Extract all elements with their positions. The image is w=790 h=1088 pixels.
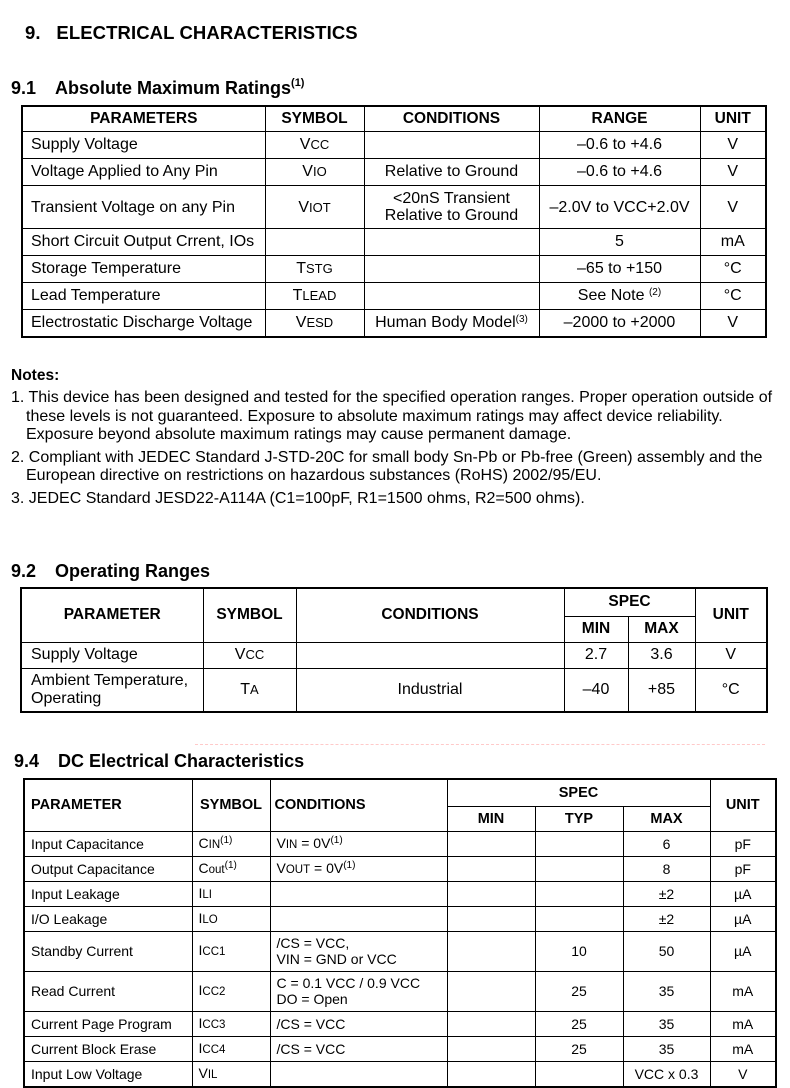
note-item: 1. This device has been designed and tested for the specified operation ranges. Proper operation outside of these levels is not guaranteed. Exposure to absolute maximum ratings may affect device reliability. Exposure beyond absolute maximum ratings may cause permanent damage. [11,389,773,443]
typ-cell: 10 [535,931,623,971]
conditions-cell: Industrial [296,668,564,712]
table-header-row [24,779,776,806]
symbol-cell: TSTG [265,256,364,283]
table-row [24,1036,776,1061]
table-row [24,881,776,906]
header-unit: UNIT [710,779,776,831]
table-row [21,668,767,712]
header-symbol: SYMBOL [265,106,364,132]
table-row [24,1061,776,1087]
table-row [22,310,766,338]
table-row [24,931,776,971]
max-cell: 6 [623,831,710,856]
max-cell: +85 [628,668,695,712]
range-cell: –2000 to +2000 [539,310,700,338]
param-cell: Short Circuit Output Crrent, IOs [22,229,265,256]
unit-cell: °C [700,256,766,283]
param-cell: Standby Current [24,931,192,971]
section-heading [25,22,358,44]
dc-title: DC Electrical Characteristics [58,751,305,771]
symbol-cell: VIOT [265,186,364,229]
header-typ: TYP [535,806,623,831]
dc-heading [14,751,304,772]
header-unit: UNIT [700,106,766,132]
conditions-cell [364,283,539,310]
symbol-cell: ICC2 [192,971,270,1011]
table-row [22,159,766,186]
conditions-cell: /CS = VCC, VIN = GND or VCC [270,931,447,971]
min-cell [447,971,535,1011]
typ-cell [535,831,623,856]
abs-max-title: Absolute Maximum Ratings [55,78,292,98]
param-cell: Input Leakage [24,881,192,906]
typ-cell: 25 [535,1011,623,1036]
symbol-cell: TLEAD [265,283,364,310]
conditions-cell: <20nS Transient Relative to Ground [364,186,539,229]
conditions-cell [270,1061,447,1087]
symbol-cell: VIO [265,159,364,186]
header-spec: SPEC [447,779,710,806]
param-cell: Read Current [24,971,192,1011]
conditions-cell: Relative to Ground [364,159,539,186]
abs-max-number: 9.1 [11,78,37,98]
param-cell: Current Page Program [24,1011,192,1036]
conditions-cell [270,906,447,931]
max-cell: ±2 [623,881,710,906]
header-conditions: CONDITIONS [364,106,539,132]
symbol-cell: ILO [192,906,270,931]
header-parameter: PARAMETER [24,779,192,831]
symbol-cell [265,229,364,256]
min-cell [447,1061,535,1087]
param-cell: Transient Voltage on any Pin [22,186,265,229]
max-cell: 35 [623,971,710,1011]
conditions-cell: Human Body Model$^{(3)}$ [364,310,539,338]
table-row [24,906,776,931]
notes-list [11,389,781,512]
symbol-cell: VESD [265,310,364,338]
min-cell [447,1011,535,1036]
symbol-cell: ILI [192,881,270,906]
param-cell: Voltage Applied to Any Pin [22,159,265,186]
table-row [24,971,776,1011]
typ-cell [535,856,623,881]
max-cell: 3.6 [628,642,695,668]
table-row [22,132,766,159]
symbol-cell: VCC [203,642,296,668]
symbol-cell: ICC4 [192,1036,270,1061]
dc-table [23,778,777,1088]
unit-cell: pF [710,856,776,881]
param-cell: Current Block Erase [24,1036,192,1061]
symbol-cell: CIN$^{(1)}$ [192,831,270,856]
max-cell: 8 [623,856,710,881]
param-cell: Electrostatic Discharge Voltage [22,310,265,338]
header-unit: UNIT [695,588,767,642]
unit-cell: V [700,186,766,229]
table-row [22,283,766,310]
conditions-cell: /CS = VCC [270,1011,447,1036]
header-min: MIN [447,806,535,831]
param-cell: Lead Temperature [22,283,265,310]
typ-cell [535,906,623,931]
min-cell [447,931,535,971]
param-cell: Supply Voltage [21,642,203,668]
symbol-cell: ICC1 [192,931,270,971]
symbol-cell: VCC [265,132,364,159]
conditions-cell [364,229,539,256]
range-cell: See Note $^{(2)}$ [539,283,700,310]
abs-max-table [21,105,767,338]
op-ranges-heading [11,561,210,582]
unit-cell: °C [700,283,766,310]
header-parameters: PARAMETERS [22,106,265,132]
conditions-cell [270,881,447,906]
header-conditions: CONDITIONS [270,779,447,831]
symbol-cell: ICC3 [192,1011,270,1036]
header-min: MIN [564,616,628,642]
min-cell [447,1036,535,1061]
param-cell: Output Capacitance [24,856,192,881]
range-cell: –65 to +150 [539,256,700,283]
max-cell: ±2 [623,906,710,931]
min-cell [447,831,535,856]
unit-cell: µA [710,931,776,971]
table-row [22,256,766,283]
unit-cell: µA [710,906,776,931]
max-cell: 35 [623,1011,710,1036]
unit-cell: µA [710,881,776,906]
typ-cell: 25 [535,1036,623,1061]
unit-cell: V [710,1061,776,1087]
range-cell: –0.6 to +4.6 [539,159,700,186]
abs-max-title-note: (1) [291,77,305,89]
symbol-cell: VIL [192,1061,270,1087]
table-row [21,642,767,668]
header-max: MAX [628,616,695,642]
param-cell: Supply Voltage [22,132,265,159]
min-cell [447,881,535,906]
param-cell: I/O Leakage [24,906,192,931]
note-item: 2. Compliant with JEDEC Standard J-STD-20C for small body Sn-Pb or Pb-free (Green) assembly and the European directive on restrictions on hazardous substances (RoHS) 2002/95/EU. [11,448,763,484]
unit-cell: mA [710,1011,776,1036]
notes-title: Notes: [11,367,60,384]
header-parameter: PARAMETER [21,588,203,642]
symbol-cell: TA [203,668,296,712]
conditions-cell: /CS = VCC [270,1036,447,1061]
unit-cell: mA [710,1036,776,1061]
header-conditions: CONDITIONS [296,588,564,642]
param-cell: Input Low Voltage [24,1061,192,1087]
unit-cell: V [700,132,766,159]
table-row [24,1011,776,1036]
unit-cell: mA [700,229,766,256]
conditions-cell: VIN = $0V^{(1)}$ [270,831,447,856]
typ-cell: 25 [535,971,623,1011]
table-row [24,856,776,881]
param-cell: Input Capacitance [24,831,192,856]
section-title: ELECTRICAL CHARACTERISTICS [56,22,358,43]
typ-cell [535,1061,623,1087]
header-symbol: SYMBOL [192,779,270,831]
conditions-cell: C = 0.1 VCC / 0.9 VCC DO = Open [270,971,447,1011]
table-header-row [21,588,767,616]
range-cell: 5 [539,229,700,256]
param-cell: Ambient Temperature, Operating [21,668,203,712]
unit-cell: pF [710,831,776,856]
conditions-cell [364,256,539,283]
op-ranges-title: Operating Ranges [55,561,211,581]
header-spec: SPEC [564,588,695,616]
range-cell: –2.0V to VCC+2.0V [539,186,700,229]
op-ranges-number: 9.2 [11,561,37,581]
header-range: RANGE [539,106,700,132]
min-cell: –40 [564,668,628,712]
unit-cell: V [695,642,767,668]
header-symbol: SYMBOL [203,588,296,642]
max-cell: 35 [623,1036,710,1061]
range-cell: –0.6 to +4.6 [539,132,700,159]
min-cell [447,856,535,881]
divider-dashed [195,744,765,745]
table-header-row [22,106,766,132]
min-cell: 2.7 [564,642,628,668]
note-item: 3. JEDEC Standard JESD22-A114A (C1=100pF, R1=1500 ohms, R2=500 ohms). [11,489,585,507]
header-max: MAX [623,806,710,831]
typ-cell [535,881,623,906]
symbol-cell: Cout$^{(1)}$ [192,856,270,881]
dc-number: 9.4 [14,751,40,771]
unit-cell: V [700,310,766,338]
max-cell: 50 [623,931,710,971]
table-row [22,229,766,256]
unit-cell: °C [695,668,767,712]
conditions-cell [364,132,539,159]
table-row [22,186,766,229]
table-row [24,831,776,856]
unit-cell: V [700,159,766,186]
conditions-cell [296,642,564,668]
section-number: 9. [25,22,41,43]
unit-cell: mA [710,971,776,1011]
op-ranges-table [20,587,768,713]
param-cell: Storage Temperature [22,256,265,283]
max-cell: VCC x 0.3 [623,1061,710,1087]
abs-max-heading [11,77,304,99]
min-cell [447,906,535,931]
conditions-cell: VOUT = $0V^{(1)}$ [270,856,447,881]
